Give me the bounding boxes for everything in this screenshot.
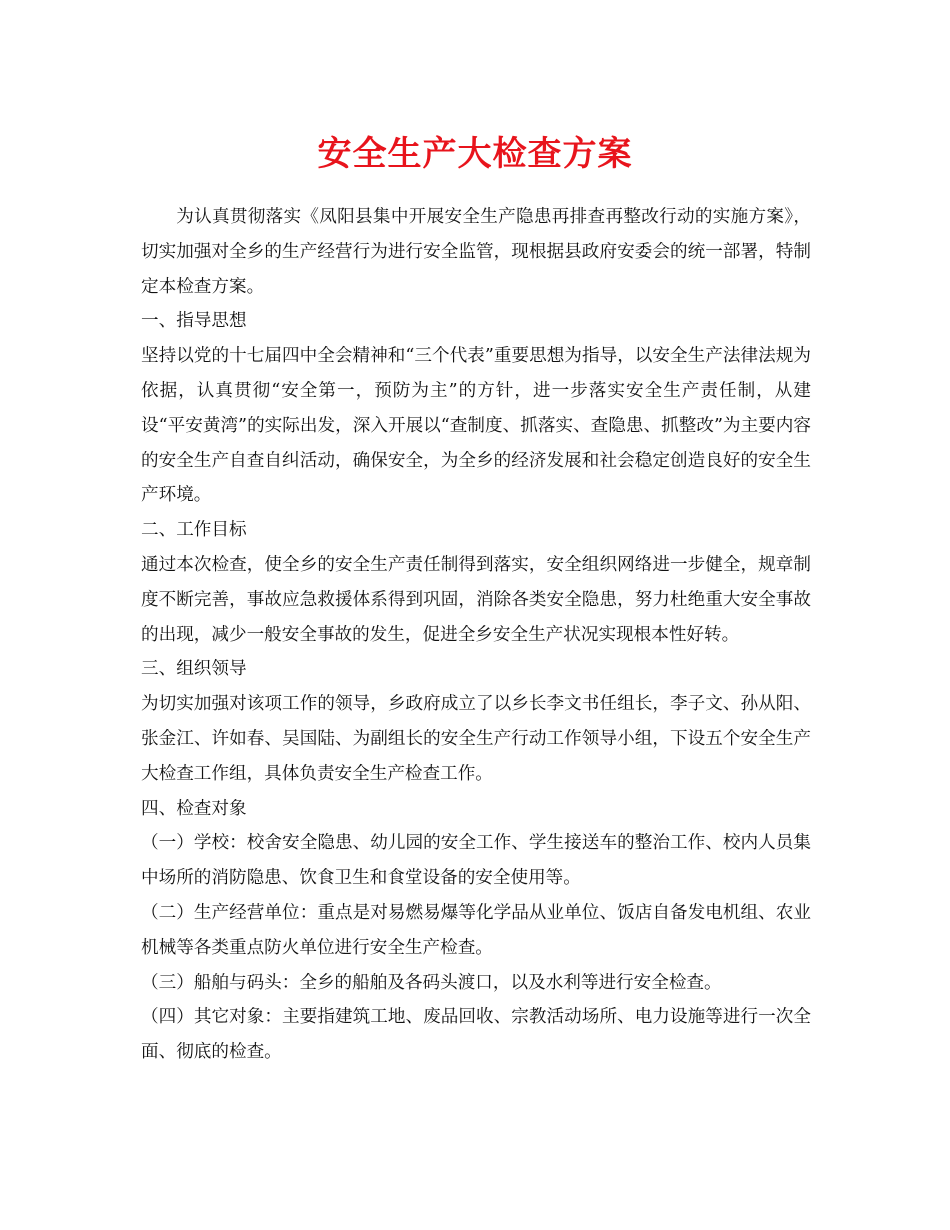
section-body-guiding-ideology: 坚持以党的十七届四中全会精神和“三个代表”重要思想为指导，以安全生产法律法规为依据，认真贯彻“安全第一，预防为主”的方针，进一步落实安全生产责任制，从建设“平安黄湾”的实际出发，深入开展以“查制度、抓落实、查隐患、抓整改”为主要内容的安全生产自查自纠活动，确保安全，为全乡的经济发展和社会稳定创造良好的安全生产环境。 bbox=[141, 346, 811, 506]
inspection-item-other: （四）其它对象：主要指建筑工地、废品回收、宗教活动场所、电力设施等进行一次全面、彻底的检查。 bbox=[141, 1007, 811, 1063]
section-body-organization: 为切实加强对该项工作的领导，乡政府成立了以乡长李文书任组长，李子文、孙从阳、张金江、许如春、吴国陆、为副组长的安全生产行动工作领导小组，下设五个安全生产大检查工作组，具体负责安全生产检查工作。 bbox=[141, 694, 811, 784]
section-heading-guiding-ideology: 一、指导思想 bbox=[141, 311, 247, 332]
section-heading-work-goals: 二、工作目标 bbox=[141, 520, 247, 541]
section-heading-organization: 三、组织领导 bbox=[141, 659, 247, 680]
document-title: 安全生产大检查方案 bbox=[317, 134, 633, 174]
document-body bbox=[141, 200, 811, 1070]
section-heading-inspection-targets: 四、检查对象 bbox=[141, 798, 247, 819]
intro-paragraph: 为认真贯彻落实《凤阳县集中开展安全生产隐患再排查再整改行动的实施方案》，切实加强对全乡的生产经营行为进行安全监管，现根据县政府安委会的统一部署，特制定本检查方案。 bbox=[141, 207, 811, 297]
inspection-item-schools: （一）学校：校舍安全隐患、幼儿园的安全工作、学生接送车的整治工作、校内人员集中场所的消防隐患、饮食卫生和食堂设备的安全使用等。 bbox=[141, 833, 811, 889]
inspection-item-ships-docks: （三）船舶与码头：全乡的船舶及各码头渡口，以及水利等进行安全检查。 bbox=[141, 972, 722, 993]
section-body-work-goals: 通过本次检查，使全乡的安全生产责任制得到落实，安全组织网络进一步健全，规章制度不断完善，事故应急救援体系得到巩固，消除各类安全隐患，努力杜绝重大安全事故的出现，减少一般安全事故的发生，促进全乡安全生产状况实现根本性好转。 bbox=[141, 554, 811, 645]
inspection-item-business-units: （二）生产经营单位：重点是对易燃易爆等化学品从业单位、饭店自备发电机组、农业机械等各类重点防火单位进行安全生产检查。 bbox=[141, 902, 811, 958]
